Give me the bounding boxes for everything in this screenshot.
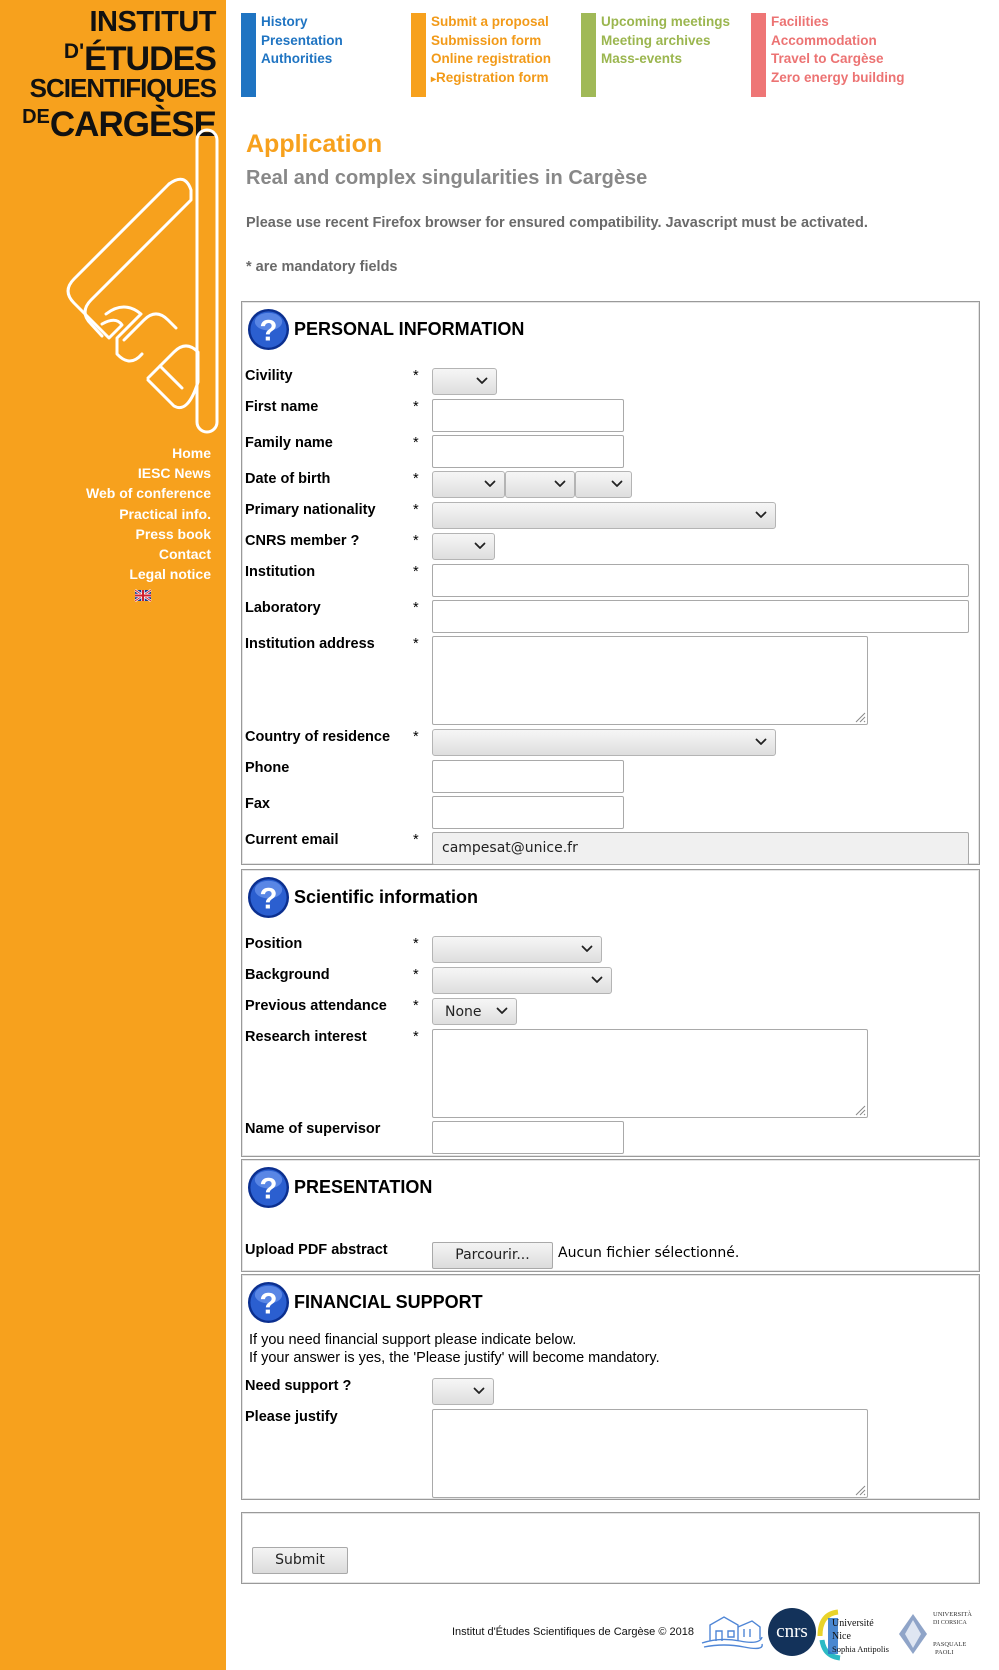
- current-page-marker-icon: ▸: [431, 73, 437, 85]
- sidebar-item-news[interactable]: IESC News: [137, 465, 211, 482]
- chevron-down-icon: [473, 1387, 485, 1395]
- presentation-section: PRESENTATION Upload PDF abstract Parcourir... Aucun fichier sélectionné.: [241, 1159, 980, 1272]
- nav-mass-events[interactable]: Mass-events: [601, 51, 683, 66]
- justify-textarea[interactable]: [432, 1409, 868, 1498]
- help-icon[interactable]: [247, 876, 290, 919]
- dob-month-select[interactable]: [505, 471, 575, 498]
- nav-zero-energy[interactable]: Zero energy building: [771, 69, 905, 85]
- submit-button[interactable]: Submit: [252, 1547, 348, 1574]
- uk-flag-icon[interactable]: [135, 590, 151, 601]
- financial-support-section: FINANCIAL SUPPORT If you need financial support please indicate below. If your answer is yes, the 'Please justify' will become mandatory. Need support ? Please justify: [241, 1274, 980, 1500]
- svg-text:Sophia Antipolis: Sophia Antipolis: [832, 1644, 889, 1654]
- sidebar-nav: [86, 443, 211, 584]
- topnav-proposals: [411, 13, 551, 97]
- financial-info-line-2: If your answer is yes, the 'Please justify' will become mandatory.: [249, 1350, 660, 1366]
- uns-logo[interactable]: [818, 1610, 894, 1665]
- file-status: Aucun fichier sélectionné.: [558, 1245, 740, 1261]
- need-support-row: Need support ?: [245, 1378, 979, 1405]
- browser-notice: Please use recent Firefox browser for ensured compatibility. Javascript must be activated.: [246, 215, 868, 231]
- svg-text:DI CORSICA: DI CORSICA: [933, 1620, 967, 1626]
- cnrs-member-select[interactable]: [432, 533, 495, 560]
- institute-logo[interactable]: INSTITUT $^{D'}$ÉTUDES SCIENTIFIQUES $^{DE}$CARGÈSE: [22, 6, 216, 144]
- financial-info-line-1: If you need financial support please indicate below.: [249, 1332, 577, 1348]
- institution-address-textarea[interactable]: [432, 636, 868, 725]
- svg-text:Nice: Nice: [832, 1631, 851, 1642]
- background-select[interactable]: [432, 967, 612, 994]
- cnrs-member-row: CNRS member ? *: [245, 533, 979, 560]
- help-icon[interactable]: [247, 308, 290, 351]
- section-title: PRESENTATION: [294, 1176, 433, 1197]
- country-select[interactable]: [432, 729, 776, 756]
- topnav-facilities: [751, 13, 905, 97]
- chevron-down-icon: [484, 480, 496, 488]
- topnav-institute: [241, 13, 343, 97]
- resize-grip-icon[interactable]: [852, 709, 866, 723]
- nav-history[interactable]: History: [261, 14, 308, 29]
- previous-attendance-select[interactable]: None: [432, 998, 517, 1025]
- position-row: Position *: [245, 936, 979, 963]
- conference-title: Real and complex singularities in Cargèse: [246, 167, 648, 189]
- civility-select[interactable]: [432, 368, 497, 395]
- civility-row: Civility *: [245, 368, 979, 395]
- nationality-row: Primary nationality *: [245, 502, 979, 529]
- building-logo-icon: [700, 1607, 764, 1651]
- help-icon[interactable]: [247, 1166, 290, 1209]
- nav-authorities[interactable]: Authorities: [261, 51, 333, 66]
- section-title: Scientific information: [294, 886, 479, 907]
- nav-color-bar: [581, 13, 596, 97]
- phone-input[interactable]: [432, 760, 624, 793]
- mandatory-note: * are mandatory fields: [246, 259, 398, 275]
- nav-presentation[interactable]: Presentation: [261, 32, 343, 48]
- laboratory-input[interactable]: [432, 600, 969, 633]
- nav-meeting-archives[interactable]: Meeting archives: [601, 32, 711, 48]
- chevron-down-icon: [591, 976, 603, 984]
- browse-file-button[interactable]: Parcourir...: [432, 1242, 553, 1269]
- background-row: Background *: [245, 967, 979, 994]
- section-title: PERSONAL INFORMATION: [294, 318, 525, 339]
- previous-attendance-row: Previous attendance * None: [245, 998, 979, 1025]
- nav-travel[interactable]: Travel to Cargèse: [771, 51, 884, 66]
- country-row: Country of residence *: [245, 729, 979, 756]
- nav-online-registration[interactable]: Online registration: [431, 51, 552, 66]
- supervisor-input[interactable]: [432, 1121, 624, 1154]
- svg-text:PASQUALE: PASQUALE: [933, 1641, 967, 1648]
- chevron-down-icon: [755, 738, 767, 746]
- email-input[interactable]: campesat@unice.fr: [432, 832, 969, 865]
- sidebar-item-home[interactable]: Home: [172, 445, 211, 461]
- institution-input[interactable]: [432, 564, 969, 597]
- chevron-down-icon: [554, 480, 566, 488]
- iesc-emblem-icon: [64, 128, 226, 436]
- cargese-building-logo[interactable]: [700, 1607, 764, 1656]
- page-title: Application: [246, 130, 383, 158]
- nav-registration-form[interactable]: ▸Registration form: [431, 69, 549, 85]
- research-interest-textarea[interactable]: [432, 1029, 868, 1118]
- nav-facilities[interactable]: Facilities: [771, 14, 829, 29]
- sidebar-item-practical-info[interactable]: Practical info.: [119, 505, 211, 522]
- svg-text:Université: Université: [832, 1618, 874, 1629]
- position-select[interactable]: [432, 936, 602, 963]
- section-title: FINANCIAL SUPPORT: [294, 1291, 483, 1312]
- chevron-down-icon: [476, 377, 488, 385]
- nav-color-bar: [241, 13, 256, 97]
- cnrs-logo-text: cnrs: [776, 1621, 808, 1642]
- fax-input[interactable]: [432, 796, 624, 829]
- nav-upcoming-meetings[interactable]: Upcoming meetings: [601, 14, 731, 29]
- dob-day-select[interactable]: [432, 471, 505, 498]
- nav-color-bar: [751, 13, 766, 97]
- help-icon[interactable]: [247, 1281, 290, 1324]
- nav-submission-form[interactable]: Submission form: [431, 32, 542, 48]
- chevron-down-icon: [496, 1007, 508, 1015]
- nav-color-bar: [411, 13, 426, 97]
- sidebar-item-press-book[interactable]: Press book: [135, 525, 211, 542]
- chevron-down-icon: [474, 542, 486, 550]
- first-name-input[interactable]: [432, 399, 624, 432]
- resize-grip-icon[interactable]: [852, 1102, 866, 1116]
- cnrs-logo[interactable]: [767, 1607, 817, 1662]
- svg-text:UNIVERSITÀ: UNIVERSITÀ: [933, 1611, 972, 1618]
- nav-accommodation[interactable]: Accommodation: [771, 32, 877, 48]
- submit-section: [241, 1512, 980, 1584]
- date-of-birth-row: Date of birth *: [245, 471, 979, 498]
- chevron-down-icon: [581, 945, 593, 953]
- corsica-university-logo[interactable]: [897, 1608, 972, 1663]
- need-support-select[interactable]: [432, 1378, 494, 1405]
- copyright: Institut d'Études Scientifiques de Cargèse © 2018: [452, 1626, 694, 1638]
- nationality-select[interactable]: [432, 502, 776, 529]
- sidebar: [0, 0, 226, 1670]
- family-name-input[interactable]: [432, 435, 624, 468]
- sidebar-item-legal-notice[interactable]: Legal notice: [129, 566, 211, 583]
- sidebar-item-web-of-conference[interactable]: Web of conference: [86, 485, 211, 502]
- chevron-down-icon: [755, 511, 767, 519]
- personal-information-section: PERSONAL INFORMATION Civility * First name * Family name * Date of birth * Primary nationality * CNRS member ? * Institution * Laboratory * Institution address * Country of residence * Phone Fax Current email * campesat@unice.fr: [241, 301, 980, 865]
- chevron-down-icon: [611, 480, 623, 488]
- sidebar-item-contact[interactable]: Contact: [158, 546, 211, 563]
- scientific-information-section: Scientific information Position * Background * Previous attendance * None Research interest * Name of supervisor: [241, 869, 980, 1157]
- resize-grip-icon[interactable]: [852, 1482, 866, 1496]
- topnav-meetings: [581, 13, 730, 97]
- svg-text:PAOLI: PAOLI: [935, 1649, 954, 1656]
- dob-year-select[interactable]: [575, 471, 632, 498]
- nav-submit-proposal[interactable]: Submit a proposal: [431, 14, 549, 29]
